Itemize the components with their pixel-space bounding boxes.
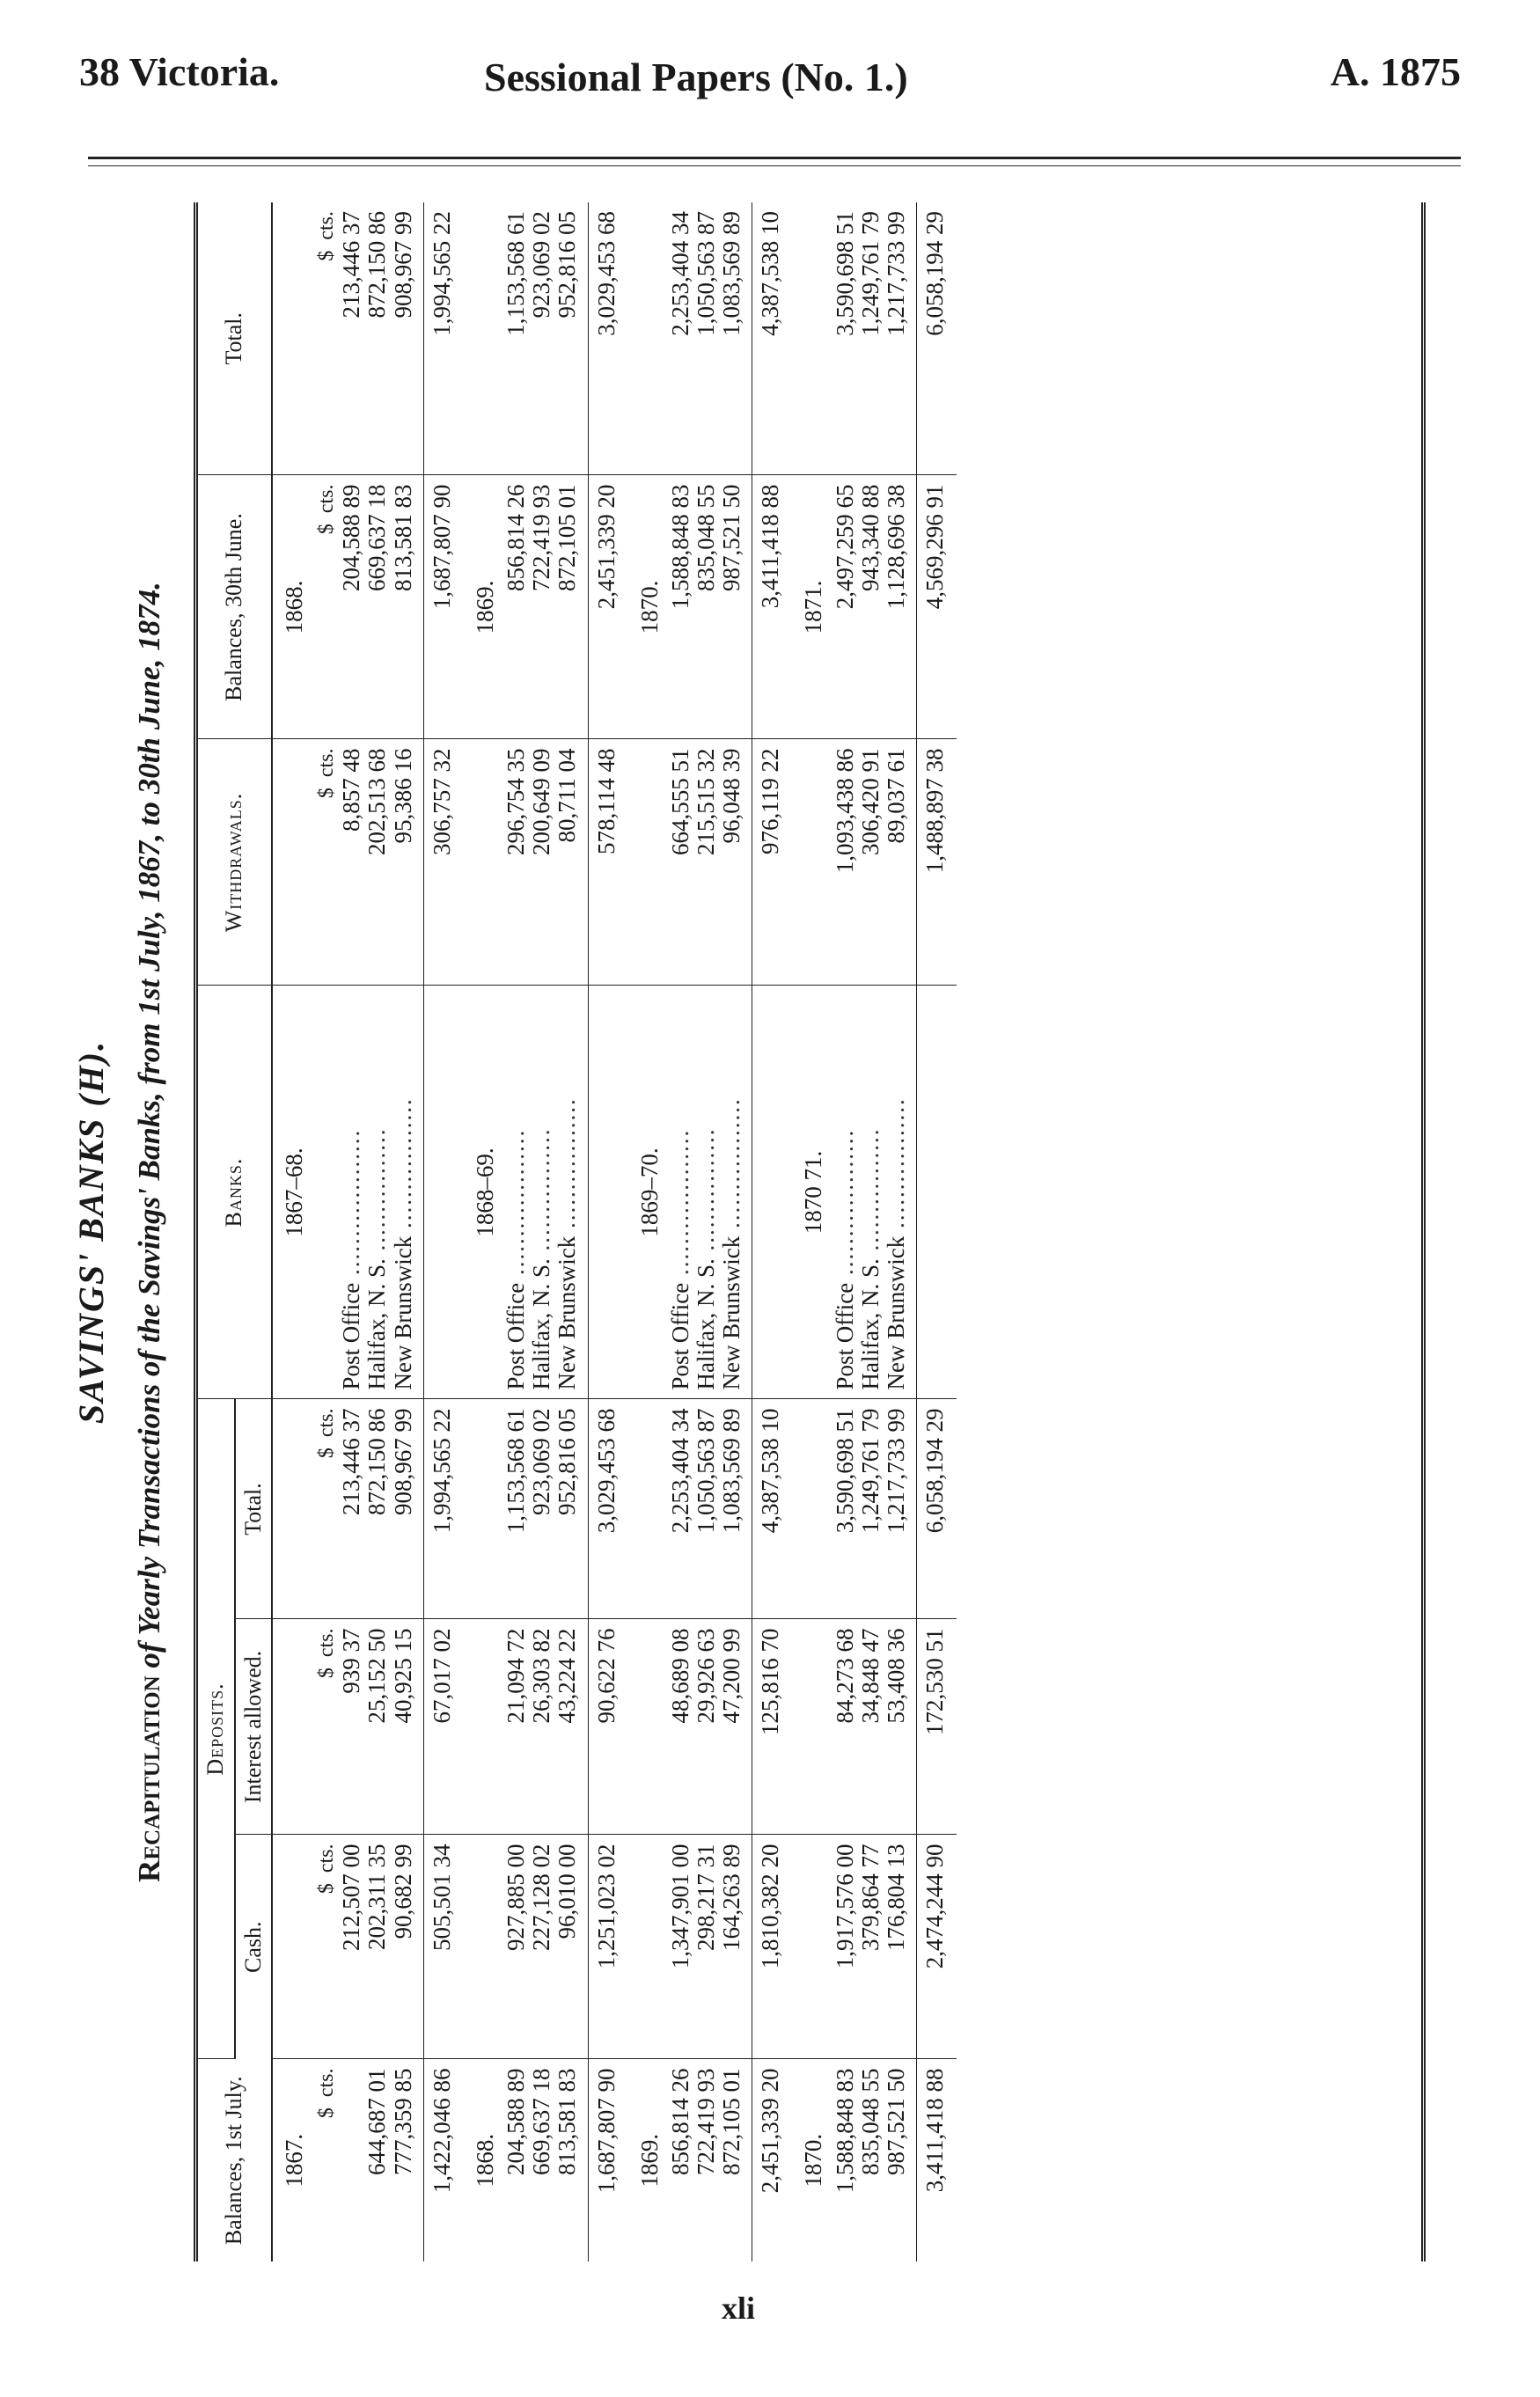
totals-row: [588, 202, 628, 2261]
balance-30th-june-cell: 856,814 26: [503, 475, 529, 739]
col-deposits-total: Total.: [235, 1399, 273, 1619]
balance-1st-july-cell: 872,105 01: [718, 2068, 745, 2175]
interest-cell: 29,926 63: [693, 1619, 719, 1835]
empty-cell: [752, 986, 793, 1399]
balance-30th-june-cell: 835,048 55: [693, 475, 719, 739]
balance-30th-june-cell: 204,588 89: [339, 475, 364, 739]
empty-cell: [917, 986, 957, 1399]
dollar-unit: $: [315, 250, 339, 261]
grand-total: 4,387,538 10: [752, 202, 793, 475]
totals-row: [752, 202, 793, 2261]
empty-cell: [464, 1835, 503, 2059]
empty-cell: [272, 202, 312, 475]
year-header-row: [464, 202, 503, 2261]
empty-cell: [272, 1619, 312, 1835]
fiscal-period-label: 1867–68.: [272, 986, 312, 1399]
cash-cell: 379,864 77: [858, 1835, 884, 2059]
withdrawals-cell: 96,048 39: [719, 739, 752, 986]
fiscal-period-label: 1869–70.: [628, 986, 668, 1399]
table-body: [272, 202, 957, 2261]
table-row: [364, 202, 390, 2261]
bank-name-cell: [339, 986, 364, 1399]
grand-total: 1,994,565 22: [423, 202, 464, 475]
dot-leader: ................: [528, 1127, 555, 1259]
cash-cell: 202,311 35: [364, 1835, 390, 2059]
dollar-unit: $: [315, 1883, 339, 1895]
total-cell: 952,816 05: [554, 202, 588, 475]
empty-cell: [792, 739, 832, 986]
dot-leader: .................: [718, 1097, 745, 1236]
bank-name-cell: [529, 986, 554, 1399]
recapitulation-table: [194, 202, 1426, 2261]
dot-leader: ...................: [666, 1128, 693, 1283]
balance-30th-june-cell: 669,637 18: [364, 475, 390, 739]
empty-cell: [272, 1835, 312, 2059]
total-cell: 3,590,698 51: [832, 202, 858, 475]
total-deposits: 1,994,565 22: [423, 1399, 464, 1619]
total-balance-1st-july: 2,451,339 20: [752, 2059, 793, 2261]
empty-cell: [792, 1619, 832, 1835]
empty-cell: [792, 202, 832, 475]
total-deposits: 6,058,194 29: [917, 1399, 957, 1619]
interest-cell: 26,303 82: [529, 1619, 554, 1835]
total-cash: 505,501 34: [423, 1835, 464, 2059]
withdrawals-cell: 202,513 68: [364, 739, 390, 986]
dot-leader: ................: [363, 1127, 391, 1259]
total-withdrawals: 306,757 32: [423, 739, 464, 986]
empty-cell: [312, 986, 339, 1399]
cash-cell: 164,263 89: [719, 1835, 752, 2059]
withdrawals-cell: 306,420 91: [858, 739, 884, 986]
header-rule-thin: [88, 165, 1461, 166]
cents-unit: cts.: [315, 211, 339, 240]
units-cell: [312, 475, 339, 739]
start-year-label: 1869.: [635, 2133, 663, 2188]
deposits-total-cell: 2,253,404 34: [668, 1399, 693, 1619]
units-cell: [312, 1835, 339, 2059]
bank-name: New Brunswick: [882, 1235, 909, 1390]
balance-30th-june-cell: 1,588,848 83: [668, 475, 693, 739]
subtitle-rest: of Yearly Transactions of the Savings' Banks, from 1st July, 1867, to 30th June, 1874.: [132, 582, 166, 1668]
interest-cell: 34,848 47: [858, 1619, 884, 1835]
withdrawals-cell: 89,037 61: [884, 739, 917, 986]
deposits-total-cell: 1,249,761 79: [858, 1399, 884, 1619]
bank-name-cell: [554, 986, 588, 1399]
total-interest: 125,816 70: [752, 1619, 793, 1835]
year-header-row: [628, 202, 668, 2261]
empty-cell: [628, 1835, 668, 2059]
total-cell: 1,217,733 99: [884, 202, 917, 475]
balance-1st-july-cell: 204,588 89: [502, 2068, 530, 2175]
total-deposits: 4,387,538 10: [752, 1399, 793, 1619]
bank-name-cell: [503, 986, 529, 1399]
subtitle-prefix: Recapitulation: [132, 1675, 166, 1882]
withdrawals-cell: 215,515 32: [693, 739, 719, 986]
cash-cell: 227,128 02: [529, 1835, 554, 2059]
total-cell: 1,083,569 89: [719, 202, 752, 475]
deposits-total-cell: 3,590,698 51: [832, 1399, 858, 1619]
total-withdrawals: 976,119 22: [752, 739, 793, 986]
total-cell: 1,153,568 61: [503, 202, 529, 475]
running-header: [79, 48, 1461, 119]
total-interest: 172,530 51: [917, 1619, 957, 1835]
bank-name: Post Office: [338, 1282, 365, 1390]
deposits-total-cell: 213,446 37: [339, 1399, 364, 1619]
withdrawals-cell: 8,857 48: [339, 739, 364, 986]
withdrawals-cell: 664,555 51: [668, 739, 693, 986]
empty-cell: [464, 1619, 503, 1835]
balance-1st-july-cell: 1,588,848 83: [831, 2068, 858, 2194]
empty-cell: [792, 1399, 832, 1619]
dollar-unit: $: [315, 788, 339, 799]
col-total: Total.: [198, 202, 272, 475]
year-header-row: [272, 202, 312, 2261]
balance-30th-june-cell: 987,521 50: [719, 475, 752, 739]
total-cell: 1,050,563 87: [693, 202, 719, 475]
cents-unit: cts.: [315, 1844, 339, 1873]
bank-name-cell: [693, 986, 719, 1399]
end-year-label: 1870.: [628, 475, 668, 739]
total-balance-30th-june: 1,687,807 90: [423, 475, 464, 739]
table-row: [719, 202, 752, 2261]
withdrawals-cell: 80,711 04: [554, 739, 588, 986]
col-balances-1st-july: Balances, 1st July.: [198, 2059, 272, 2261]
balance-30th-june-cell: 722,419 93: [529, 475, 554, 739]
col-withdrawals: Withdrawals.: [198, 739, 272, 986]
interest-cell: 84,273 68: [832, 1619, 858, 1835]
col-balances-30th-june: Balances, 30th June.: [198, 475, 272, 739]
cash-cell: 176,804 13: [884, 1835, 917, 2059]
start-year-label: 1868.: [471, 2133, 498, 2188]
withdrawals-cell: 296,754 35: [503, 739, 529, 986]
dot-leader: ................: [856, 1127, 884, 1259]
empty-cell: [628, 1399, 668, 1619]
balance-30th-june-cell: 943,340 88: [858, 475, 884, 739]
page-title: SAVINGS' BANKS (H).: [71, 1039, 111, 1425]
col-cash: Cash.: [235, 1835, 273, 2059]
balance-1st-july-cell: 987,521 50: [882, 2068, 909, 2175]
total-cell: 2,253,404 34: [668, 202, 693, 475]
units-cell: [312, 1399, 339, 1619]
cash-cell: 927,885 00: [503, 1835, 529, 2059]
balance-30th-june-cell: 872,105 01: [554, 475, 588, 739]
page-subtitle: [132, 185, 167, 2279]
total-interest: 90,622 76: [588, 1619, 628, 1835]
interest-cell: 48,689 08: [668, 1619, 693, 1835]
bank-name: New Brunswick: [718, 1235, 745, 1390]
deposits-total-cell: 1,050,563 87: [693, 1399, 719, 1619]
units-cell: [312, 202, 339, 475]
table-row: [503, 202, 529, 2261]
dot-leader: .................: [882, 1097, 909, 1236]
cash-cell: 212,507 00: [339, 1835, 364, 2059]
bank-name: Post Office: [666, 1282, 693, 1390]
col-banks: Banks.: [198, 986, 272, 1399]
dollar-unit: $: [315, 2107, 339, 2119]
deposits-total-cell: 872,150 86: [364, 1399, 390, 1619]
dot-leader: ...................: [338, 1128, 365, 1283]
header-year: A. 1875: [1330, 49, 1461, 94]
totals-row: [917, 202, 957, 2261]
balance-1st-july-cell: 835,048 55: [856, 2068, 884, 2175]
total-cell: 1,249,761 79: [858, 202, 884, 475]
header-session: 38 Victoria.: [79, 49, 280, 94]
balance-1st-july-cell: 813,581 83: [554, 2068, 581, 2175]
table-row: [832, 202, 858, 2261]
total-balance-30th-june: 3,411,418 88: [752, 475, 793, 739]
bank-name-cell: [832, 986, 858, 1399]
empty-cell: [628, 739, 668, 986]
empty-cell: [464, 1399, 503, 1619]
interest-cell: 53,408 36: [884, 1619, 917, 1835]
totals-row: [423, 202, 464, 2261]
dollar-unit: $: [315, 524, 339, 535]
balance-1st-july-cell: [339, 2059, 364, 2261]
cents-unit: cts.: [315, 2068, 339, 2098]
rotated-table-page: [70, 185, 1443, 2279]
page-number: xli: [722, 2291, 756, 2326]
bank-name: Halifax, N. S.: [528, 1258, 555, 1390]
total-withdrawals: 578,114 48: [588, 739, 628, 986]
deposits-total-cell: 1,153,568 61: [503, 1399, 529, 1619]
table-row: [391, 202, 424, 2261]
balance-1st-july-cell: 856,814 26: [666, 2068, 693, 2175]
year-header-row: [792, 202, 832, 2261]
total-balance-1st-july: 1,422,046 86: [423, 2059, 464, 2261]
end-year-label: 1869.: [464, 475, 503, 739]
bank-name-cell: [719, 986, 752, 1399]
grand-total: 6,058,194 29: [917, 202, 957, 475]
empty-cell: [272, 1399, 312, 1619]
empty-cell: [792, 1835, 832, 2059]
dot-leader: ................: [692, 1127, 719, 1259]
balance-1st-july-cell: 644,687 01: [363, 2068, 391, 2175]
empty-cell: [628, 202, 668, 475]
deposits-total-cell: 923,069 02: [529, 1399, 554, 1619]
table-row: [554, 202, 588, 2261]
header-rule-thick: [88, 157, 1461, 159]
total-cash: 1,810,382 20: [752, 1835, 793, 2059]
bank-name-cell: [858, 986, 884, 1399]
balance-1st-july-cell: 722,419 93: [692, 2068, 719, 2175]
balance-30th-june-cell: 2,497,259 65: [832, 475, 858, 739]
dot-leader: .................: [554, 1097, 581, 1236]
bank-name-cell: [364, 986, 390, 1399]
units-row: [312, 202, 339, 2261]
total-balance-30th-june: 2,451,339 20: [588, 475, 628, 739]
total-cell: 923,069 02: [529, 202, 554, 475]
units-cell: [312, 1619, 339, 1835]
cash-cell: 1,917,576 00: [832, 1835, 858, 2059]
dot-leader: ...................: [831, 1128, 858, 1283]
grand-total: 3,029,453 68: [588, 202, 628, 475]
table-row: [339, 202, 364, 2261]
bank-name: Halifax, N. S.: [692, 1258, 719, 1390]
deposits-total-cell: 1,217,733 99: [884, 1399, 917, 1619]
total-balance-1st-july: 1,687,807 90: [588, 2059, 628, 2261]
bank-name: New Brunswick: [389, 1235, 416, 1390]
interest-cell: 43,224 22: [554, 1619, 588, 1835]
dollar-unit: $: [315, 1668, 339, 1679]
cash-cell: 1,347,901 00: [668, 1835, 693, 2059]
bank-name-cell: [391, 986, 424, 1399]
withdrawals-cell: 95,386 16: [391, 739, 424, 986]
dollar-unit: $: [315, 1448, 339, 1459]
total-cash: 2,474,244 90: [917, 1835, 957, 2059]
total-balance-30th-june: 4,569,296 91: [917, 475, 957, 739]
start-year-label: 1867.: [281, 2133, 308, 2188]
withdrawals-cell: 200,649 09: [529, 739, 554, 986]
interest-cell: 40,925 15: [391, 1619, 424, 1835]
balance-1st-july-cell: 777,359 85: [389, 2068, 416, 2175]
cents-unit: cts.: [315, 1628, 339, 1658]
balance-30th-june-cell: 1,128,696 38: [884, 475, 917, 739]
total-deposits: 3,029,453 68: [588, 1399, 628, 1619]
empty-cell: [423, 986, 464, 1399]
fiscal-period-label: 1868–69.: [464, 986, 503, 1399]
end-year-label: 1871.: [792, 475, 832, 739]
table-row: [884, 202, 917, 2261]
bank-name: New Brunswick: [554, 1235, 581, 1390]
interest-cell: 25,152 50: [364, 1619, 390, 1835]
total-cell: 213,446 37: [339, 202, 364, 475]
empty-cell: [464, 202, 503, 475]
units-cell: [312, 739, 339, 986]
total-cell: 908,967 99: [391, 202, 424, 475]
deposits-total-cell: 1,083,569 89: [719, 1399, 752, 1619]
cash-cell: 96,010 00: [554, 1835, 588, 2059]
total-interest: 67,017 02: [423, 1619, 464, 1835]
bank-name: Halifax, N. S.: [363, 1258, 391, 1390]
empty-cell: [628, 1619, 668, 1835]
empty-cell: [272, 739, 312, 986]
units-cell: [312, 2059, 339, 2261]
cash-cell: 90,682 99: [391, 1835, 424, 2059]
total-withdrawals: 1,488,897 38: [917, 739, 957, 986]
total-balance-1st-july: 3,411,418 88: [917, 2059, 957, 2261]
table-row: [529, 202, 554, 2261]
empty-cell: [588, 986, 628, 1399]
table-row: [858, 202, 884, 2261]
cents-unit: cts.: [315, 1408, 339, 1438]
col-deposits: Deposits.: [198, 1399, 235, 2059]
withdrawals-cell: 1,093,438 86: [832, 739, 858, 986]
table-row: [693, 202, 719, 2261]
cash-cell: 298,217 31: [693, 1835, 719, 2059]
fiscal-period-label: 1870 71.: [792, 986, 832, 1399]
end-year-label: 1868.: [272, 475, 312, 739]
start-year-label: 1870.: [800, 2133, 827, 2188]
interest-cell: 21,094 72: [503, 1619, 529, 1835]
col-interest-allowed: Interest allowed.: [235, 1619, 273, 1835]
bank-name: Post Office: [831, 1282, 858, 1390]
cents-unit: cts.: [315, 484, 339, 514]
deposits-total-cell: 908,967 99: [391, 1399, 424, 1619]
deposits-total-cell: 952,816 05: [554, 1399, 588, 1619]
balance-1st-july-cell: 669,637 18: [528, 2068, 555, 2175]
savings-banks-table: [198, 202, 957, 2261]
header-sessional-papers: Sessional Papers (No. 1.): [484, 55, 908, 99]
empty-cell: [464, 739, 503, 986]
table-row: [668, 202, 693, 2261]
bank-name: Post Office: [502, 1282, 530, 1390]
total-cash: 1,251,023 02: [588, 1835, 628, 2059]
total-cell: 872,150 86: [364, 202, 390, 475]
bank-name-cell: [668, 986, 693, 1399]
bank-name-cell: [884, 986, 917, 1399]
bank-name: Halifax, N. S.: [856, 1258, 884, 1390]
dot-leader: .................: [389, 1097, 416, 1236]
balance-30th-june-cell: 813,581 83: [391, 475, 424, 739]
interest-cell: 47,200 99: [719, 1619, 752, 1835]
cents-unit: cts.: [315, 748, 339, 778]
interest-cell: 939 37: [339, 1619, 364, 1835]
dot-leader: ...................: [502, 1128, 530, 1283]
